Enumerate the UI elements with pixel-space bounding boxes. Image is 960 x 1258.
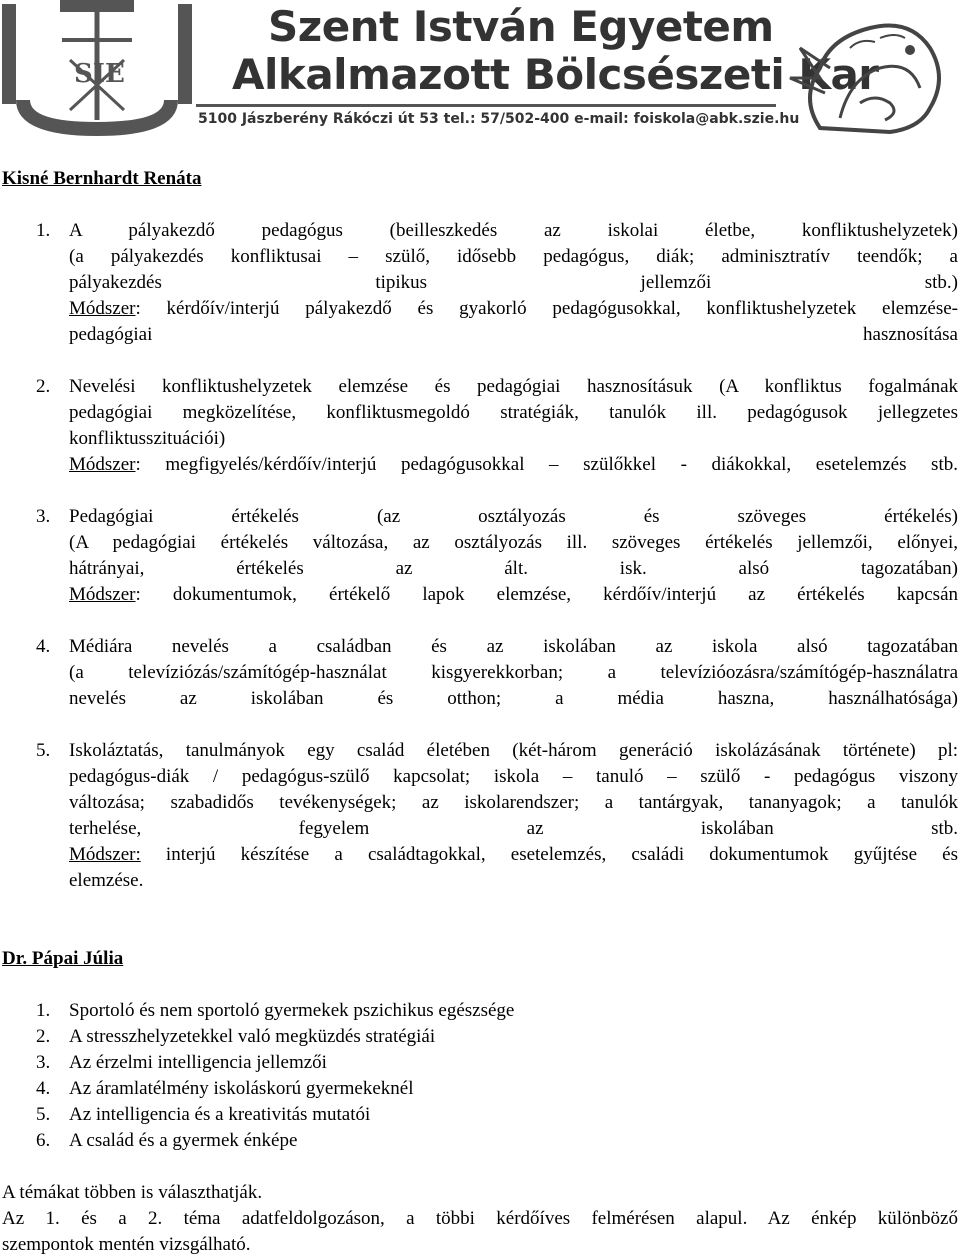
method-line bbox=[69, 296, 958, 322]
item-line: hátrányai, értékelés az ált. isk. alsó tagozatában) bbox=[69, 558, 958, 579]
method-line bbox=[69, 842, 958, 868]
item-number: 6. bbox=[36, 1130, 51, 1151]
item-number: 4. bbox=[36, 636, 51, 657]
item-number: 5. bbox=[36, 1104, 51, 1125]
item-line: Nevelési konfliktushelyzetek elemzése és pedagógiai hasznosításuk (A konfliktus fogalmának bbox=[69, 376, 958, 397]
item-line: pedagógiai megközelítése, konfliktusmegoldó stratégiák, tanulók ill. pedagógusok jellegzetes bbox=[69, 402, 958, 423]
item-text: Az intelligencia és a kreativitás mutatói bbox=[69, 1104, 371, 1125]
item-number: 2. bbox=[36, 1026, 51, 1047]
method-text: : dokumentumok, értékelő lapok elemzése, kérdőív/interjú az értékelés kapcsán bbox=[135, 584, 958, 605]
item-line: konfliktusszituációi) bbox=[69, 428, 226, 449]
method-line bbox=[69, 582, 958, 608]
list-item bbox=[2, 218, 958, 348]
list-item bbox=[2, 634, 958, 712]
item-line: Médiára nevelés a családban és az iskolában az iskola alsó tagozatában bbox=[69, 636, 958, 657]
method-line bbox=[69, 452, 958, 478]
footer-note: A témákat többen is választhatják. bbox=[2, 1182, 263, 1203]
item-line: pályakezdés tipikus jellemzői stb.) bbox=[69, 272, 958, 293]
item-number: 4. bbox=[36, 1078, 51, 1099]
griffin-emblem-logo bbox=[780, 8, 956, 138]
item-text: Sportoló és nem sportoló gyermekek pszichikus egészsége bbox=[69, 1000, 515, 1021]
list-item bbox=[2, 1024, 958, 1050]
item-text: A család és a gyermek énképe bbox=[69, 1130, 298, 1151]
item-line: Pedagógiai értékelés (az osztályozás és szöveges értékelés) bbox=[69, 506, 958, 527]
item-line: Iskoláztatás, tanulmányok egy család életében (két-három generáció iskolázásának története) pl: bbox=[69, 740, 958, 761]
header-rule bbox=[196, 104, 776, 107]
method-text: : kérdőív/interjú pályakezdő és gyakorló pedagógusokkal, konfliktushelyzetek elemzése- bbox=[135, 298, 958, 319]
supervisor-name-2: Dr. Pápai Júlia bbox=[2, 948, 124, 969]
item-number: 1. bbox=[36, 1000, 51, 1021]
footer-note-line: Az 1. és a 2. téma adatfeldolgozáson, a többi kérdőíves felmérésen alapul. Az énkép különböző bbox=[2, 1208, 958, 1229]
item-number: 5. bbox=[36, 740, 51, 761]
item-line: (A pedagógiai értékelés változása, az osztályozás ill. szöveges értékelés jellemzői, előnyei, bbox=[69, 532, 958, 553]
topic-list-2 bbox=[2, 998, 958, 1154]
item-text: A stresszhelyzetekkel való megküzdés stratégiái bbox=[69, 1026, 436, 1047]
method-label: Módszer bbox=[69, 584, 136, 605]
item-line: változása; szabadidős tevékenységek; az iskolarendszer; a tantárgyak, tananyagok; a tanulók bbox=[69, 792, 958, 813]
item-line: terhelése, fegyelem az iskolában stb. bbox=[69, 818, 958, 839]
item-text: Az érzelmi intelligencia jellemzői bbox=[69, 1052, 327, 1073]
list-item bbox=[2, 1050, 958, 1076]
faculty-name: Alkalmazott Bölcsészeti Kar bbox=[232, 50, 879, 99]
list-item bbox=[2, 374, 958, 478]
method-label: Módszer bbox=[69, 454, 136, 475]
list-item bbox=[2, 1128, 958, 1154]
list-item bbox=[2, 1076, 958, 1102]
university-name: Szent István Egyetem bbox=[268, 2, 774, 51]
letterhead bbox=[0, 0, 960, 140]
list-item bbox=[2, 998, 958, 1024]
item-line: nevelés az iskolában és otthon; a média haszna, használhatósága) bbox=[69, 688, 958, 709]
item-line: pedagógus-diák / pedagógus-szülő kapcsolat; iskola – tanuló – szülő - pedagógus viszony bbox=[69, 766, 958, 787]
item-number: 3. bbox=[36, 1052, 51, 1073]
method-text: interjú készítése a családtagokkal, esetelemzés, családi dokumentumok gyűjtése és bbox=[140, 844, 958, 865]
document-body bbox=[2, 166, 958, 1258]
item-line: (a pályakezdés konfliktusai – szülő, idősebb pedagógus, diák; adminisztratív teendők; a bbox=[69, 246, 958, 267]
footer-note-line: szempontok mentén vizsgálható. bbox=[2, 1234, 251, 1255]
university-crest-logo bbox=[0, 0, 196, 140]
list-item bbox=[2, 738, 958, 894]
contact-address: 5100 Jászberény Rákóczi út 53 tel.: 57/502-400 e-mail: foiskola@abk.szie.hu bbox=[198, 111, 800, 127]
item-number: 3. bbox=[36, 506, 51, 527]
item-number: 2. bbox=[36, 376, 51, 397]
method-label: Módszer: bbox=[69, 844, 141, 865]
item-line: (a televíziózás/számítógép-használat kisgyerekkorban; a televízióozásra/számítógép-használatra bbox=[69, 662, 958, 683]
topic-list-1 bbox=[2, 218, 958, 894]
item-line: A pályakezdő pedagógus (beilleszkedés az iskolai életbe, konfliktushelyzetek) bbox=[69, 220, 958, 241]
item-text: Az áramlatélmény iskoláskorú gyermekeknél bbox=[69, 1078, 414, 1099]
list-item bbox=[2, 504, 958, 608]
list-item bbox=[2, 1102, 958, 1128]
method-label: Módszer bbox=[69, 298, 136, 319]
method-text: : megfigyelés/kérdőív/interjú pedagógusokkal – szülőkkel - diákokkal, esetelemzés stb. bbox=[135, 454, 958, 475]
supervisor-name-1: Kisné Bernhardt Renáta bbox=[2, 168, 202, 189]
item-number: 1. bbox=[36, 220, 51, 241]
method-line: elemzése. bbox=[69, 870, 144, 891]
method-line: pedagógiai hasznosítása bbox=[69, 324, 958, 345]
logo-letter-s: SIE bbox=[74, 59, 125, 89]
